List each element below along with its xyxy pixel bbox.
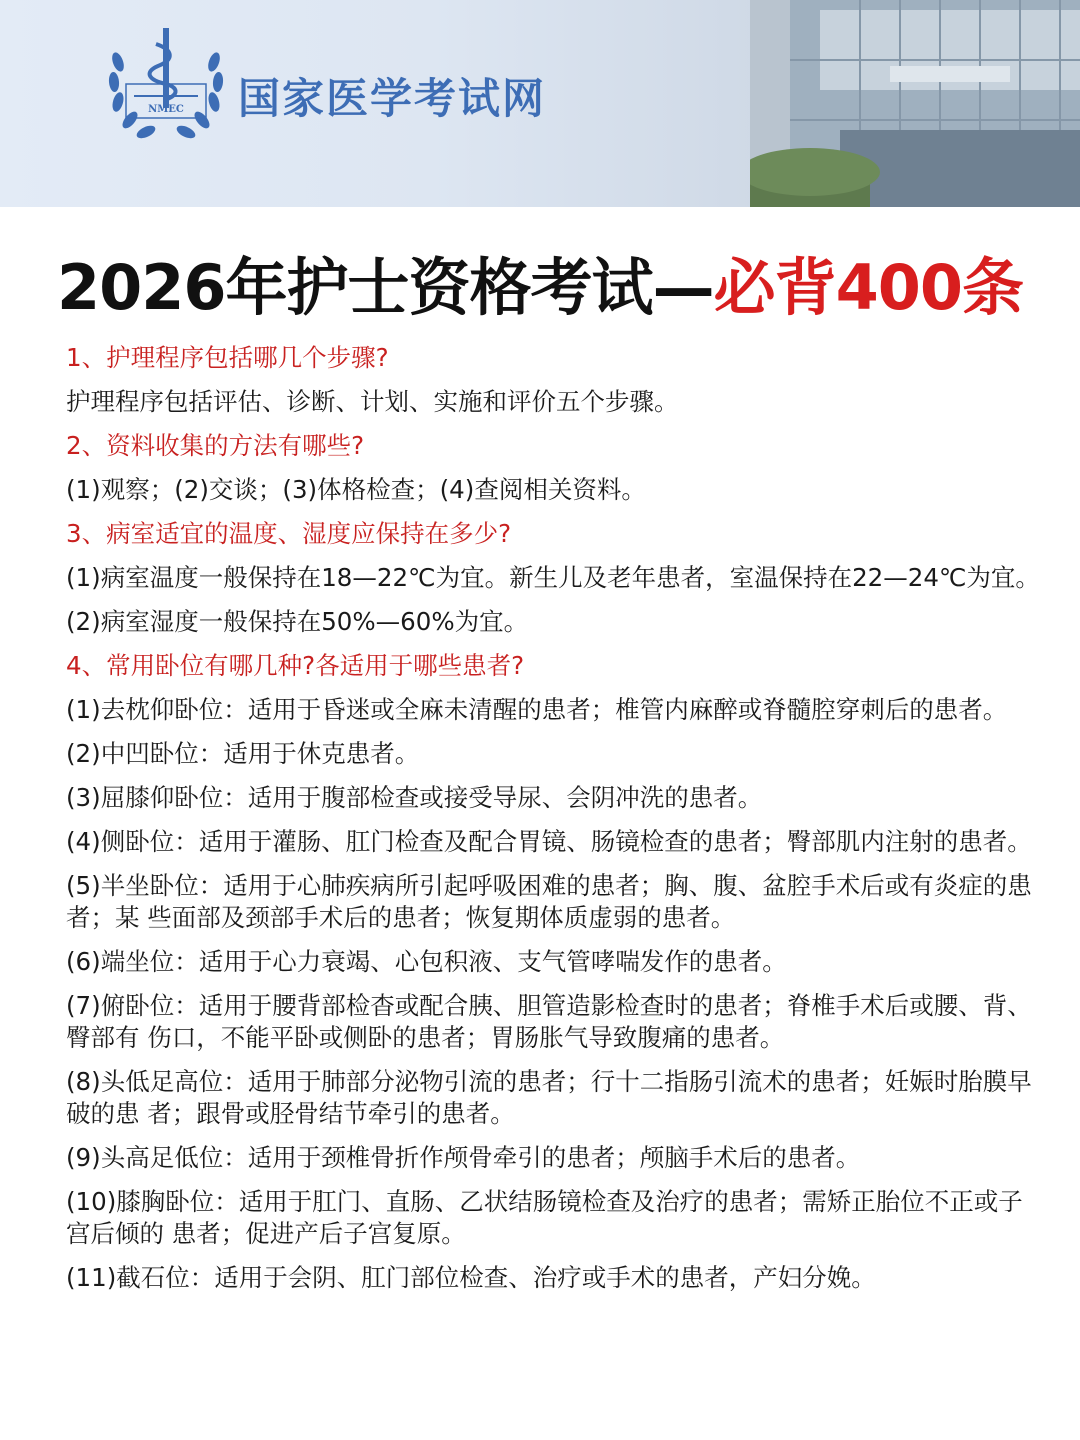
answer-4-7: (7)俯卧位：适用于腰背部检杳或配合胰、胆管造影检查时的患者；脊椎手术后或腰、背、臀部有 伤口，不能平卧或侧卧的患者；胃肠胀气导致腹痛的患者。 [66, 991, 1032, 1052]
question-3: 3、病室适宜的温度、湿度应保持在多少? [66, 519, 512, 548]
answer-2-1: (1)观察；(2)交谈；(3)体格检查；(4)查阅相关资料。 [66, 475, 646, 504]
question-1: 1、护理程序包括哪几个步骤? [66, 343, 389, 372]
answer-4-3: (3)屈膝仰卧位：适用于腹部检查或接受导尿、会阴冲洗的患者。 [66, 783, 763, 812]
answer-4-6: (6)端坐位：适用于心力衰竭、心包积液、支气管哮喘发作的患者。 [66, 947, 787, 976]
answer-4-9: (9)头高足低位：适用于颈椎骨折作颅骨牵引的患者；颅脑手术后的患者。 [66, 1143, 861, 1172]
answer-4-4: (4)侧卧位：适用于灌肠、肛门检查及配合胃镜、肠镜检查的患者；臀部肌内注射的患者。 [66, 827, 1032, 856]
title-main: 2026年护士资格考试 [57, 251, 653, 324]
header-banner [0, 0, 1080, 207]
page-title [0, 238, 1080, 327]
answer-4-1: (1)去枕仰卧位：适用于昏迷或全麻未清醒的患者；椎管内麻醉或脊髓腔穿刺后的患者。 [66, 695, 1008, 724]
answer-3-1: (1)病室温度一般保持在18—22℃为宜。新生儿及老年患者，室温保持在22—24℃为宜。 [66, 563, 1040, 592]
question-4: 4、常用卧位有哪几种?各适用于哪些患者? [66, 651, 525, 680]
answer-4-5: (5)半坐卧位：适用于心肺疾病所引起呼吸困难的患者；胸、腹、盆腔手术后或有炎症的患者；某 些面部及颈部手术后的患者；恢复期体质虚弱的患者。 [66, 871, 1032, 932]
answer-4-10: (10)膝胸卧位：适用于肛门、直肠、乙状结肠镜检查及治疗的患者；需矫正胎位不正或子宫后倾的 患者；促进产后子宫复原。 [66, 1187, 1023, 1248]
qa-content [66, 342, 1046, 1306]
logo-text: NMEC [148, 104, 184, 115]
answer-4-11: (11)截石位：适用于会阴、肛门部位检查、治疗或手术的患者，产妇分娩。 [66, 1263, 876, 1292]
title-accent: 必背400条 [713, 251, 1023, 324]
site-name: 国家医学考试网 [238, 74, 547, 123]
answer-1-1: 护理程序包括评估、诊断、计划、实施和评价五个步骤。 [66, 387, 679, 416]
question-2: 2、资料收集的方法有哪些? [66, 431, 365, 460]
answer-3-2: (2)病室湿度一般保持在50%—60%为宜。 [66, 607, 529, 636]
title-dash: — [652, 251, 714, 324]
building-photo [750, 0, 1080, 207]
answer-4-8: (8)头低足高位：适用于肺部分泌物引流的患者；行十二指肠引流术的患者；妊娠时胎膜早破的患 者；跟骨或胫骨结节牵引的患者。 [66, 1067, 1032, 1128]
answer-4-2: (2)中凹卧位：适用于休克患者。 [66, 739, 420, 768]
nmec-logo-icon [104, 22, 228, 146]
